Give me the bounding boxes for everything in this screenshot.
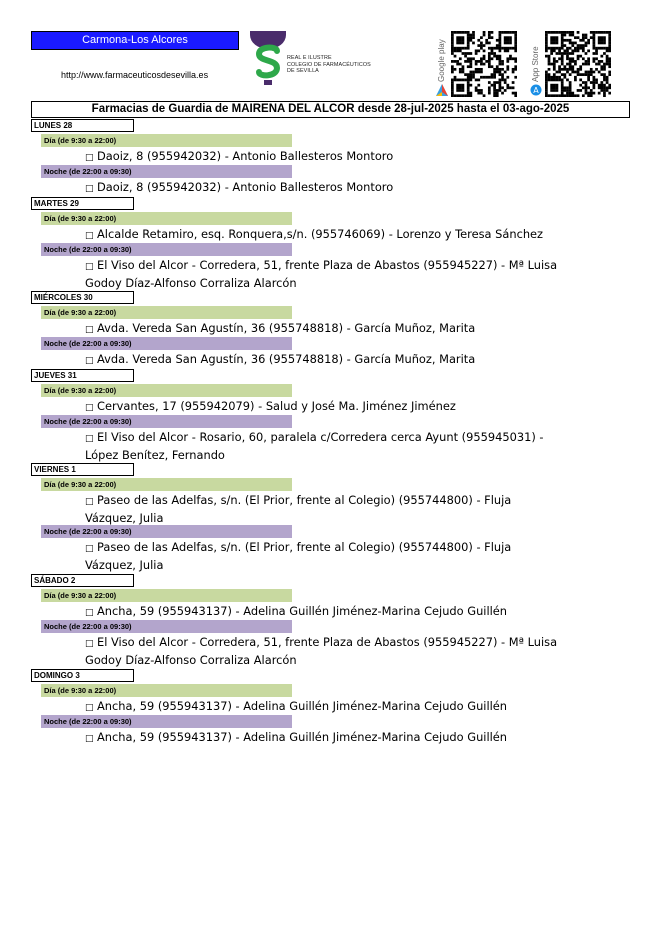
pharmacy-text: Avda. Vereda San Agustín, 36 (955748818) - García Muñoz, Marita [97, 352, 476, 366]
pharmacy-text: Godoy Díaz-Alfonso Corraliza Alarcón [85, 276, 297, 290]
pharmacy-entry [85, 257, 585, 291]
day-shift-label: Día (de 9:30 a 22:00) [41, 478, 292, 491]
pharmacy-entry [85, 320, 585, 338]
checkbox-bullet-icon: □ [85, 608, 94, 618]
pharmacy-text: Ancha, 59 (955943137) - Adelina Guillén Jiménez-Marina Cejudo Guillén [97, 730, 508, 744]
day-shift-label: Día (de 9:30 a 22:00) [41, 684, 292, 697]
pharmacy-text: Ancha, 59 (955943137) - Adelina Guillén Jiménez-Marina Cejudo Guillén [97, 604, 508, 618]
pharmacy-text: Daoiz, 8 (955942032) - Antonio Ballesteros Montoro [97, 180, 394, 194]
checkbox-bullet-icon: □ [85, 356, 94, 366]
checkbox-bullet-icon: □ [85, 153, 94, 163]
day-shift-label: Día (de 9:30 a 22:00) [41, 589, 292, 602]
night-shift-label: Noche (de 22:00 a 09:30) [41, 337, 292, 350]
day-shift-label: Día (de 9:30 a 22:00) [41, 134, 292, 147]
day-header: MARTES 29 [31, 197, 134, 210]
pharmacy-entry [85, 603, 585, 621]
pharmacy-entry [85, 148, 585, 166]
checkbox-bullet-icon: □ [85, 734, 94, 744]
pharmacy-entry [85, 398, 585, 416]
google-play-label: Google play [437, 39, 446, 82]
pharmacy-entry [85, 429, 585, 463]
pharmacy-text: Vázquez, Julia [85, 511, 164, 525]
google-play-icon[interactable] [436, 84, 448, 96]
college-logo-icon [250, 31, 286, 87]
day-shift-label: Día (de 9:30 a 22:00) [41, 306, 292, 319]
pharmacy-text: López Benítez, Fernando [85, 448, 225, 462]
pharmacy-text: Ancha, 59 (955943137) - Adelina Guillén Jiménez-Marina Cejudo Guillén [97, 699, 508, 713]
app-store-qr-code[interactable] [545, 31, 611, 97]
pharmacy-text: Avda. Vereda San Agustín, 36 (955748818) - García Muñoz, Marita [97, 321, 476, 335]
day-header: VIERNES 1 [31, 463, 134, 476]
pharmacy-entry [85, 226, 585, 244]
day-header: DOMINGO 3 [31, 669, 134, 682]
pharmacy-text: El Viso del Alcor - Rosario, 60, paralela c/Corredera cerca Ayunt (955945031) - [97, 430, 544, 444]
checkbox-bullet-icon: □ [85, 497, 94, 507]
night-shift-label: Noche (de 22:00 a 09:30) [41, 165, 292, 178]
checkbox-bullet-icon: □ [85, 231, 94, 241]
day-shift-label: Día (de 9:30 a 22:00) [41, 212, 292, 225]
night-shift-label: Noche (de 22:00 a 09:30) [41, 715, 292, 728]
pharmacy-text: Godoy Díaz-Alfonso Corraliza Alarcón [85, 653, 297, 667]
college-name: REAL E ILUSTRE COLEGIO DE FARMACÉUTICOS DE SEVILLA [287, 55, 371, 74]
checkbox-bullet-icon: □ [85, 262, 94, 272]
night-shift-label: Noche (de 22:00 a 09:30) [41, 620, 292, 633]
page-title: Farmacias de Guardia de MAIRENA DEL ALCOR desde 28-jul-2025 hasta el 03-ago-2025 [31, 101, 630, 118]
checkbox-bullet-icon: □ [85, 703, 94, 713]
pharmacy-text: Vázquez, Julia [85, 558, 164, 572]
pharmacy-entry [85, 634, 585, 668]
pharmacy-entry [85, 351, 585, 369]
pharmacy-text: Paseo de las Adelfas, s/n. (El Prior, frente al Colegio) (955744800) - Fluja [97, 540, 512, 554]
day-header: JUEVES 31 [31, 369, 134, 382]
pharmacy-text: Cervantes, 17 (955942079) - Salud y José Ma. Jiménez Jiménez [97, 399, 456, 413]
checkbox-bullet-icon: □ [85, 544, 94, 554]
pharmacy-entry [85, 698, 585, 716]
google-play-qr-code[interactable] [451, 31, 517, 97]
pharmacy-entry [85, 729, 585, 747]
pharmacy-text: Paseo de las Adelfas, s/n. (El Prior, frente al Colegio) (955744800) - Fluja [97, 493, 512, 507]
pharmacy-text: Alcalde Retamiro, esq. Ronquera,s/n. (955746069) - Lorenzo y Teresa Sánchez [97, 227, 544, 241]
checkbox-bullet-icon: □ [85, 434, 94, 444]
checkbox-bullet-icon: □ [85, 639, 94, 649]
pharmacy-text: El Viso del Alcor - Corredera, 51, frente Plaza de Abastos (955945227) - Mª Luisa [97, 635, 558, 649]
checkbox-bullet-icon: □ [85, 184, 94, 194]
pharmacy-entry [85, 179, 585, 197]
night-shift-label: Noche (de 22:00 a 09:30) [41, 243, 292, 256]
pharmacy-entry [85, 539, 585, 573]
day-header: SÁBADO 2 [31, 574, 134, 587]
zone-label: Carmona-Los Alcores [31, 31, 239, 50]
night-shift-label: Noche (de 22:00 a 09:30) [41, 525, 292, 538]
day-header: MIÉRCOLES 30 [31, 291, 134, 304]
svg-text:A: A [533, 86, 539, 95]
pharmacy-text: El Viso del Alcor - Corredera, 51, frente Plaza de Abastos (955945227) - Mª Luisa [97, 258, 558, 272]
day-shift-label: Día (de 9:30 a 22:00) [41, 384, 292, 397]
pharmacy-entry [85, 492, 585, 526]
night-shift-label: Noche (de 22:00 a 09:30) [41, 415, 292, 428]
website-link[interactable]: http://www.farmaceuticosdesevilla.es [61, 70, 209, 80]
qr-code-icon [451, 31, 517, 97]
checkbox-bullet-icon: □ [85, 403, 94, 413]
day-header: LUNES 28 [31, 119, 134, 132]
app-store-icon[interactable] [530, 84, 542, 96]
qr-code-icon [545, 31, 611, 97]
app-store-label: App Store [531, 46, 540, 82]
checkbox-bullet-icon: □ [85, 325, 94, 335]
pharmacy-text: Daoiz, 8 (955942032) - Antonio Ballesteros Montoro [97, 149, 394, 163]
